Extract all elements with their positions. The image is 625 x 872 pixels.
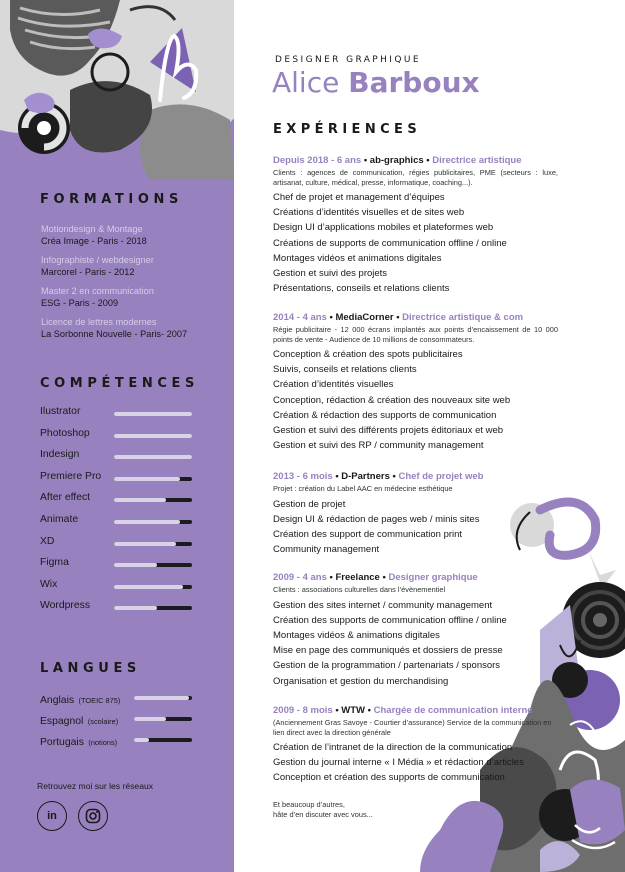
language-name: Espagnol bbox=[40, 716, 84, 727]
skill-item bbox=[40, 513, 200, 535]
skill-level-bar bbox=[114, 520, 192, 524]
instagram-icon[interactable] bbox=[78, 801, 108, 831]
linkedin-icon[interactable] bbox=[37, 801, 67, 831]
formation-place: Marcorel - Paris - 2012 bbox=[41, 267, 135, 277]
job-entry bbox=[273, 471, 558, 557]
skill-level-bar bbox=[114, 542, 192, 546]
skill-level-fill bbox=[114, 455, 192, 459]
job-header bbox=[273, 705, 558, 717]
job-entry bbox=[273, 312, 558, 453]
job-task: Création & rédaction des supports de communication bbox=[273, 409, 497, 421]
skill-name: Premiere Pro bbox=[40, 470, 102, 482]
skill-item bbox=[40, 556, 200, 578]
job-period: Depuis 2018 - 6 ans bbox=[273, 155, 362, 166]
job-header bbox=[273, 572, 558, 584]
skill-name: Wix bbox=[40, 578, 58, 590]
job-task: Gestion de la programmation / partenariats / sponsors bbox=[273, 660, 501, 672]
language-level-label: (notions) bbox=[88, 738, 118, 747]
job-tasks bbox=[273, 190, 558, 296]
last-name: Barboux bbox=[348, 66, 480, 99]
skill-level-fill bbox=[114, 606, 157, 610]
job-task: Montages vidéos & animations digitales bbox=[273, 629, 440, 641]
formations-heading: FORMATIONS bbox=[40, 192, 183, 207]
separator-dot: • bbox=[335, 471, 339, 482]
skill-item bbox=[40, 448, 200, 470]
separator-dot: • bbox=[392, 471, 396, 482]
skill-name: Animate bbox=[40, 513, 79, 525]
skill-level-fill bbox=[114, 563, 157, 567]
skill-level-bar bbox=[114, 606, 192, 610]
language-level-bar bbox=[134, 696, 192, 700]
job-task: Community management bbox=[273, 544, 380, 556]
job-company: ab-graphics bbox=[369, 155, 424, 166]
socials-label: Retrouvez moi sur les réseaux bbox=[37, 781, 154, 791]
language-item bbox=[40, 711, 200, 732]
job-task: Création des support de communication print bbox=[273, 528, 463, 540]
skill-level-bar bbox=[114, 455, 192, 459]
instagram-icon-glyph bbox=[85, 808, 101, 824]
job-task: Gestion et suivi des différents projets éditoriaux et web bbox=[273, 425, 504, 437]
skill-item bbox=[40, 405, 200, 427]
job-task: Mise en page des communiqués et dossiers de presse bbox=[273, 645, 503, 657]
skills-heading: COMPÉTENCES bbox=[40, 376, 199, 391]
job-entry bbox=[273, 705, 558, 786]
job-task: Créations d’identités visuelles et de sites web bbox=[273, 207, 465, 219]
formation-title: Licence de lettres modernes bbox=[41, 317, 157, 327]
job-tasks bbox=[273, 347, 558, 453]
formation-item bbox=[41, 316, 226, 340]
skill-item bbox=[40, 470, 200, 492]
skill-item bbox=[40, 491, 200, 513]
language-level-label: (scolaire) bbox=[87, 717, 119, 726]
language-item bbox=[40, 690, 200, 711]
separator-dot: • bbox=[363, 155, 368, 166]
linkedin-icon-glyph: in bbox=[47, 810, 57, 822]
language-name: Portugais bbox=[40, 737, 84, 748]
formation-item bbox=[41, 223, 226, 247]
job-task: Suivis, conseils et relations clients bbox=[273, 364, 417, 376]
skill-level-fill bbox=[114, 477, 180, 481]
job-role: Directrice artistique bbox=[432, 155, 522, 166]
skill-name: XD bbox=[40, 535, 55, 547]
job-task: Conception & création des spots publicitaires bbox=[273, 349, 463, 360]
skill-level-fill bbox=[114, 585, 183, 589]
formation-item bbox=[41, 254, 226, 278]
sidebar bbox=[0, 0, 234, 872]
job-header bbox=[273, 155, 558, 167]
skill-name: Wordpress bbox=[40, 600, 91, 612]
skill-name: Figma bbox=[40, 557, 69, 569]
skill-level-bar bbox=[114, 412, 192, 416]
skill-level-bar bbox=[114, 498, 192, 502]
job-task: Design UI d’applications mobiles et plateformes web bbox=[273, 222, 494, 234]
skill-item bbox=[40, 535, 200, 557]
job-task: Création d’identités visuelles bbox=[273, 379, 394, 391]
separator-dot: • bbox=[335, 705, 339, 716]
languages-heading: LANGUES bbox=[40, 661, 141, 676]
job-tasks bbox=[273, 740, 558, 786]
job-company: MediaCorner bbox=[335, 312, 394, 323]
language-level-fill bbox=[134, 696, 189, 700]
formation-title: Infographiste / webdesigner bbox=[41, 255, 154, 265]
job-task: Gestion de projet bbox=[273, 498, 346, 510]
separator-dot: • bbox=[396, 312, 400, 323]
job-task: Gestion du journal interne « I Média » et rédaction d’articles bbox=[273, 757, 524, 769]
formation-item bbox=[41, 285, 226, 309]
job-description: Projet : création du Label AAC en médecine esthétique bbox=[273, 484, 453, 493]
formations-list bbox=[41, 223, 226, 347]
skill-name: After effect bbox=[40, 492, 91, 504]
job-task: Chef de projet et management d’équipes bbox=[273, 192, 445, 203]
skill-item bbox=[40, 427, 200, 449]
skill-level-fill bbox=[114, 520, 180, 524]
job-description: Clients : associations culturelles dans l’évènementiel bbox=[273, 585, 446, 594]
abstract-illustration-top bbox=[0, 0, 234, 180]
language-level-fill bbox=[134, 738, 149, 742]
job-tasks bbox=[273, 598, 558, 689]
formation-title: Master 2 en communication bbox=[41, 286, 154, 296]
job-description: Régie publicitaire - 12 000 écrans implantés aux points d’encaissement de 10 000 points de vente - Audience de 10 millions de consommateurs. bbox=[273, 325, 558, 344]
job-role: Chargée de communication interne bbox=[373, 705, 533, 716]
job-task: Gestion des sites internet / community management bbox=[273, 599, 493, 611]
skill-level-fill bbox=[114, 412, 192, 416]
language-level-label: (TOEIC 875) bbox=[78, 696, 121, 705]
first-name: Alice bbox=[272, 66, 340, 99]
job-task: Création des supports de communication offline / online bbox=[273, 614, 507, 626]
job-description: (Anciennement Gras Savoye - Courtier d’assurance) Service de la communication en lien direct avec la direction générale bbox=[273, 718, 552, 737]
job-company: D-Partners bbox=[341, 471, 390, 482]
skill-name: Indesign bbox=[40, 449, 80, 461]
job-role: Chef de projet web bbox=[398, 471, 484, 482]
experiences-heading: EXPÉRIENCES bbox=[273, 122, 422, 137]
job-title-subtitle: DESIGNER GRAPHIQUE bbox=[275, 55, 421, 65]
job-period: 2009 - 8 mois bbox=[273, 705, 333, 716]
closing-note-line: Et beaucoup d’autres, bbox=[273, 800, 345, 809]
job-company: Freelance bbox=[335, 572, 380, 583]
skill-level-fill bbox=[114, 542, 176, 546]
skill-level-bar bbox=[114, 434, 192, 438]
skills-list bbox=[40, 405, 200, 621]
separator-dot: • bbox=[329, 312, 333, 323]
job-role: Directrice artistique & com bbox=[402, 312, 524, 323]
formation-title: Motiondesign & Montage bbox=[41, 224, 143, 234]
job-task: Conception, rédaction & création des nouveaux site web bbox=[273, 394, 511, 406]
skill-name: Ilustrator bbox=[40, 406, 81, 417]
language-level-bar bbox=[134, 738, 192, 742]
closing-note bbox=[273, 800, 373, 820]
formation-place: Créa Image - Paris - 2018 bbox=[41, 236, 147, 246]
formation-place: ESG - Paris - 2009 bbox=[41, 298, 119, 308]
skill-level-fill bbox=[114, 434, 192, 438]
job-period: 2009 - 4 ans bbox=[273, 572, 327, 583]
formation-place: La Sorbonne Nouvelle - Paris- 2007 bbox=[41, 329, 188, 339]
skill-level-bar bbox=[114, 477, 192, 481]
language-name: Anglais bbox=[40, 695, 75, 706]
job-task: Créations de supports de communication offline / online bbox=[273, 237, 507, 249]
job-header bbox=[273, 471, 558, 483]
job-description: Clients : agences de communication, régies publicitaires, PME (secteurs : luxe, artisanat, culture, médical, presse, informatique, coaching...). bbox=[273, 168, 558, 187]
job-tasks bbox=[273, 497, 558, 558]
language-level-fill bbox=[134, 717, 166, 721]
separator-dot: • bbox=[426, 155, 430, 166]
skill-item bbox=[40, 599, 200, 621]
skill-level-bar bbox=[114, 585, 192, 589]
job-header bbox=[273, 312, 558, 324]
job-task: Conception et création des supports de communication bbox=[273, 772, 505, 784]
separator-dot: • bbox=[367, 705, 371, 716]
job-task: Montages vidéos et animations digitales bbox=[273, 252, 442, 264]
job-entry bbox=[273, 155, 558, 296]
language-level-bar bbox=[134, 717, 192, 721]
job-task: Présentations, conseils et relations clients bbox=[273, 283, 450, 295]
skill-level-bar bbox=[114, 563, 192, 567]
skill-level-fill bbox=[114, 498, 166, 502]
job-role: Designer graphique bbox=[388, 572, 478, 583]
job-task: Gestion et suivi des projets bbox=[273, 268, 388, 280]
job-period: 2014 - 4 ans bbox=[273, 312, 327, 323]
separator-dot: • bbox=[382, 572, 386, 583]
closing-note-line: hâte d’en discuter avec vous... bbox=[273, 810, 373, 819]
languages-list bbox=[40, 690, 200, 753]
skill-item bbox=[40, 578, 200, 600]
job-task: Gestion et suivi des RP / community management bbox=[273, 440, 484, 452]
job-task: Organisation et gestion du merchandising bbox=[273, 675, 449, 687]
language-item bbox=[40, 732, 200, 753]
job-entry bbox=[273, 572, 558, 689]
job-task: Design UI & rédaction de pages web / minis sites bbox=[273, 513, 480, 525]
job-company: WTW bbox=[341, 705, 366, 716]
full-name bbox=[272, 66, 480, 99]
skill-name: Photoshop bbox=[40, 427, 90, 439]
job-period: 2013 - 6 mois bbox=[273, 471, 333, 482]
separator-dot: • bbox=[329, 572, 333, 583]
job-task: Création de l’intranet de la direction de la communication bbox=[273, 742, 513, 753]
